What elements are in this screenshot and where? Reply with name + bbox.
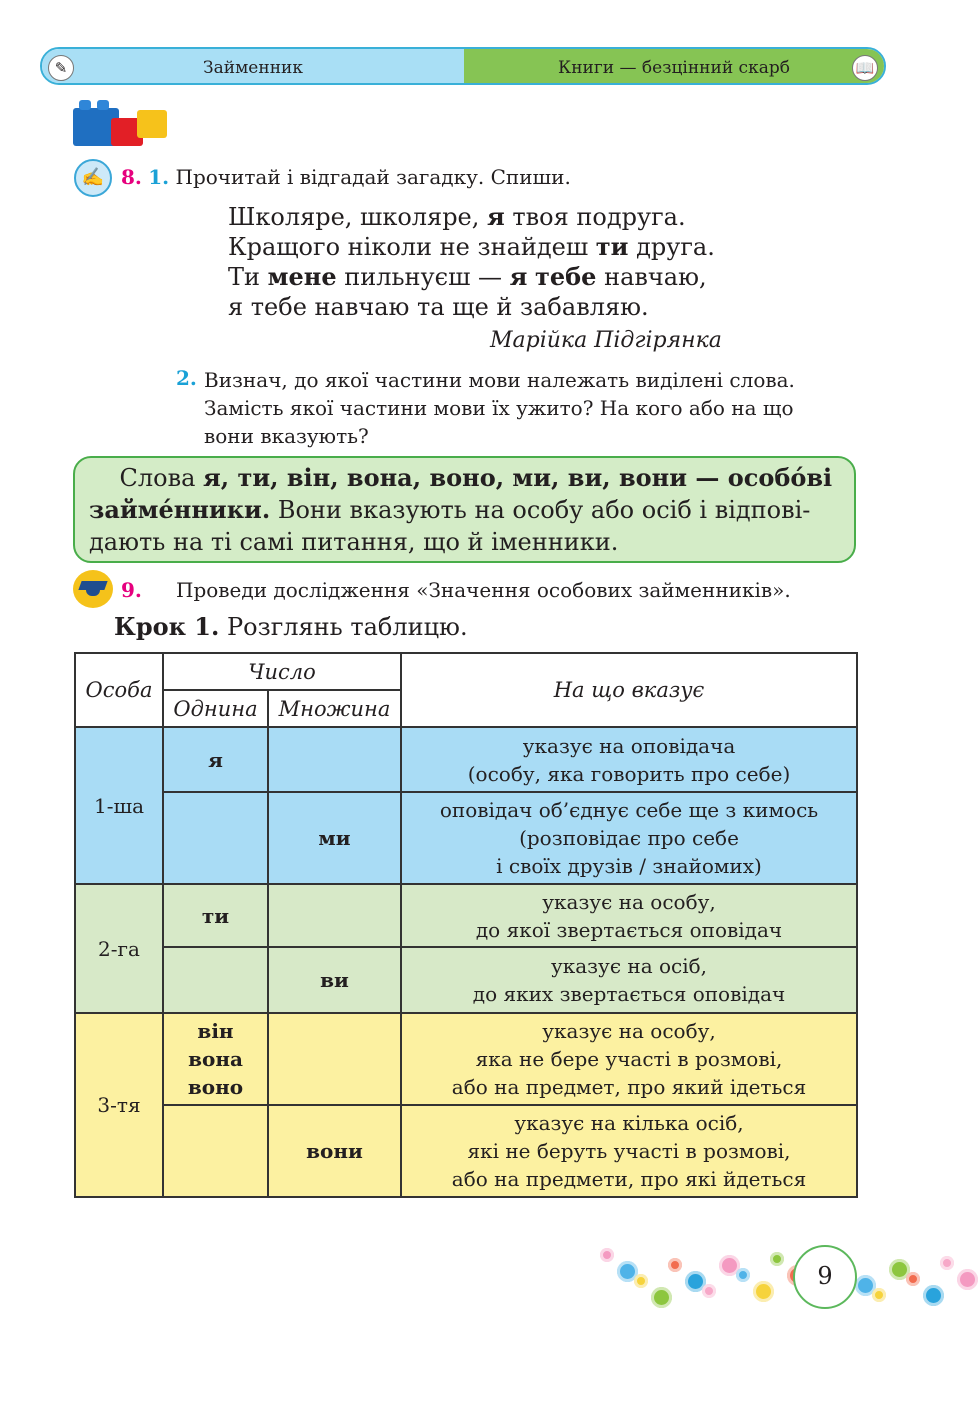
bold-word: ти	[595, 232, 629, 261]
question-line: вони вказують?	[204, 424, 369, 448]
question-line: Визнач, до якої частини мови належать виділені слова.	[204, 368, 795, 392]
header-plural: Множина	[268, 690, 401, 727]
flower-icon	[702, 1284, 716, 1298]
pronoun: я	[208, 747, 223, 772]
header-right	[464, 49, 884, 83]
pronoun: воно	[187, 1075, 244, 1099]
flower-icon	[940, 1256, 954, 1270]
description-line: (розповідає про себе	[519, 826, 739, 850]
flower-icon	[770, 1252, 784, 1266]
bold-word: тебе	[535, 262, 597, 291]
description-cell	[401, 884, 857, 947]
text-run: твоя подруга.	[504, 203, 686, 231]
table-row	[75, 727, 857, 792]
flower-icon	[923, 1285, 944, 1306]
table-row	[75, 1105, 857, 1197]
poem-line	[228, 292, 715, 322]
rule-line	[89, 494, 840, 526]
singular-cell	[163, 884, 268, 947]
description-line: до якої звертається оповідач	[475, 917, 783, 942]
singular-cell	[163, 727, 268, 792]
task8-heading	[121, 165, 571, 189]
person-cell: 3-тя	[75, 1013, 163, 1197]
task9-number	[121, 578, 142, 602]
description-line: яка не бере участі в розмові,	[475, 1047, 783, 1071]
task8-instruction: Прочитай і відгадай загадку. Спиши.	[175, 165, 571, 189]
bold-word: я	[509, 262, 528, 291]
book-icon: 📖	[852, 55, 878, 81]
bold-word: мене	[267, 262, 337, 291]
task9-instruction: Проведи дослідження «Значення особових займенників».	[176, 578, 791, 602]
plural-cell	[268, 884, 401, 947]
flower-icon	[957, 1269, 978, 1290]
flower-garland	[600, 1240, 980, 1310]
task8-number: 8.	[121, 165, 142, 189]
text-run: Кращого ніколи не знайдеш	[228, 233, 596, 261]
graduation-cap-icon	[73, 570, 113, 608]
plural-cell	[268, 727, 401, 792]
text-run: друга.	[628, 233, 715, 261]
question-line: Замість якої частини мови їх ужито? На кого або на що	[204, 396, 794, 420]
plural-cell	[268, 947, 401, 1013]
description-cell	[401, 947, 857, 1013]
flower-icon	[736, 1268, 750, 1282]
pronoun: вони	[306, 1139, 363, 1163]
bold-word: займéнники.	[89, 495, 271, 524]
step1-text: Розглянь таблицю.	[219, 613, 468, 641]
pronoun: ми	[318, 826, 351, 850]
description-cell	[401, 792, 857, 884]
bold-word: я	[487, 202, 505, 231]
header-singular: Однина	[163, 690, 268, 727]
text-run: пильнуєш —	[336, 263, 510, 291]
singular-cell	[163, 947, 268, 1013]
building-blocks-icon	[73, 98, 173, 150]
pronoun: ти	[201, 903, 230, 928]
table-row	[75, 884, 857, 947]
header-right-title: Книги — безцінний скарб	[558, 58, 790, 78]
poem-line	[228, 232, 715, 262]
text-run: дають на ті самі питання, що й іменники.	[89, 528, 619, 556]
step1-line	[114, 612, 468, 641]
header-points: На що вказує	[401, 653, 857, 727]
pronoun: він	[197, 1019, 234, 1043]
text-run: Школяре, школяре,	[228, 203, 488, 231]
singular-cell	[163, 1013, 268, 1105]
plural-cell	[268, 1105, 401, 1197]
page-number: 9	[793, 1245, 857, 1309]
description-line: указує на особу,	[542, 1019, 716, 1043]
header-left-title: Займенник	[203, 58, 303, 78]
header-number: Число	[163, 653, 401, 690]
text-run: навчаю,	[596, 263, 707, 291]
description-line: і своїх друзів / знайомих)	[496, 854, 762, 878]
description-line: до яких звертається оповідач	[472, 982, 786, 1006]
flower-icon	[872, 1288, 886, 1302]
task8-question-text	[204, 366, 795, 450]
description-line: або на предмет, про який ідеться	[451, 1075, 807, 1099]
plural-cell	[268, 1013, 401, 1105]
text-run: я тебе навчаю та ще й забавляю.	[228, 293, 649, 321]
flower-icon	[600, 1248, 614, 1262]
rule-box	[73, 456, 856, 563]
poem-line	[228, 202, 715, 232]
description-cell	[401, 727, 857, 792]
poem-line	[228, 262, 715, 292]
description-line: (особу, яка говорить про себе)	[467, 761, 791, 786]
table-row	[75, 1013, 857, 1105]
plural-cell	[268, 792, 401, 884]
text-run: Ти	[228, 263, 268, 291]
rule-line	[89, 462, 840, 494]
flower-icon	[634, 1274, 648, 1288]
step1-label: Крок 1.	[114, 612, 220, 641]
description-cell	[401, 1013, 857, 1105]
pronoun-table	[74, 652, 858, 1198]
description-line: указує на кілька осіб,	[514, 1111, 744, 1135]
text-run: Вони вказують на особу або осіб і відпові-	[270, 496, 811, 524]
table-row	[75, 947, 857, 1013]
flower-icon	[906, 1272, 920, 1286]
description-line: які не беруть участі в розмові,	[467, 1139, 791, 1163]
text-run	[527, 263, 535, 291]
person-cell: 1-ша	[75, 727, 163, 884]
description-cell	[401, 1105, 857, 1197]
table-body	[75, 727, 857, 1197]
pronoun: вона	[188, 1047, 243, 1071]
riddle-poem	[228, 202, 715, 322]
description-line: указує на особу,	[542, 889, 716, 914]
flower-icon	[668, 1258, 682, 1272]
flower-icon	[753, 1281, 774, 1302]
singular-cell	[163, 1105, 268, 1197]
task8-sub1: 1.	[148, 165, 170, 189]
header-left	[42, 49, 464, 83]
task9-number-text: 9.	[121, 578, 142, 602]
pen-icon: ✎	[48, 55, 74, 81]
description-line: указує на оповідача	[522, 733, 736, 758]
bold-word: я, ти, він, вона, воно, ми, ви, вони — особóві	[203, 463, 833, 492]
pronoun: ви	[320, 968, 349, 992]
rule-line	[89, 526, 840, 558]
flower-icon	[651, 1287, 672, 1308]
description-line: або на предмети, про які йдеться	[451, 1167, 807, 1191]
header-person: Особа	[75, 653, 163, 727]
table-row	[75, 792, 857, 884]
poem-author: Марійка Підгірянка	[490, 328, 722, 353]
running-header	[40, 47, 886, 85]
person-cell: 2-га	[75, 884, 163, 1013]
description-line: указує на осіб,	[550, 954, 708, 978]
task8-sub2: 2.	[176, 366, 197, 390]
writing-icon: ✍	[74, 159, 112, 197]
description-line: оповідач об’єднує себе ще з кимось	[439, 798, 819, 822]
text-run: Слова	[89, 464, 204, 492]
singular-cell	[163, 792, 268, 884]
